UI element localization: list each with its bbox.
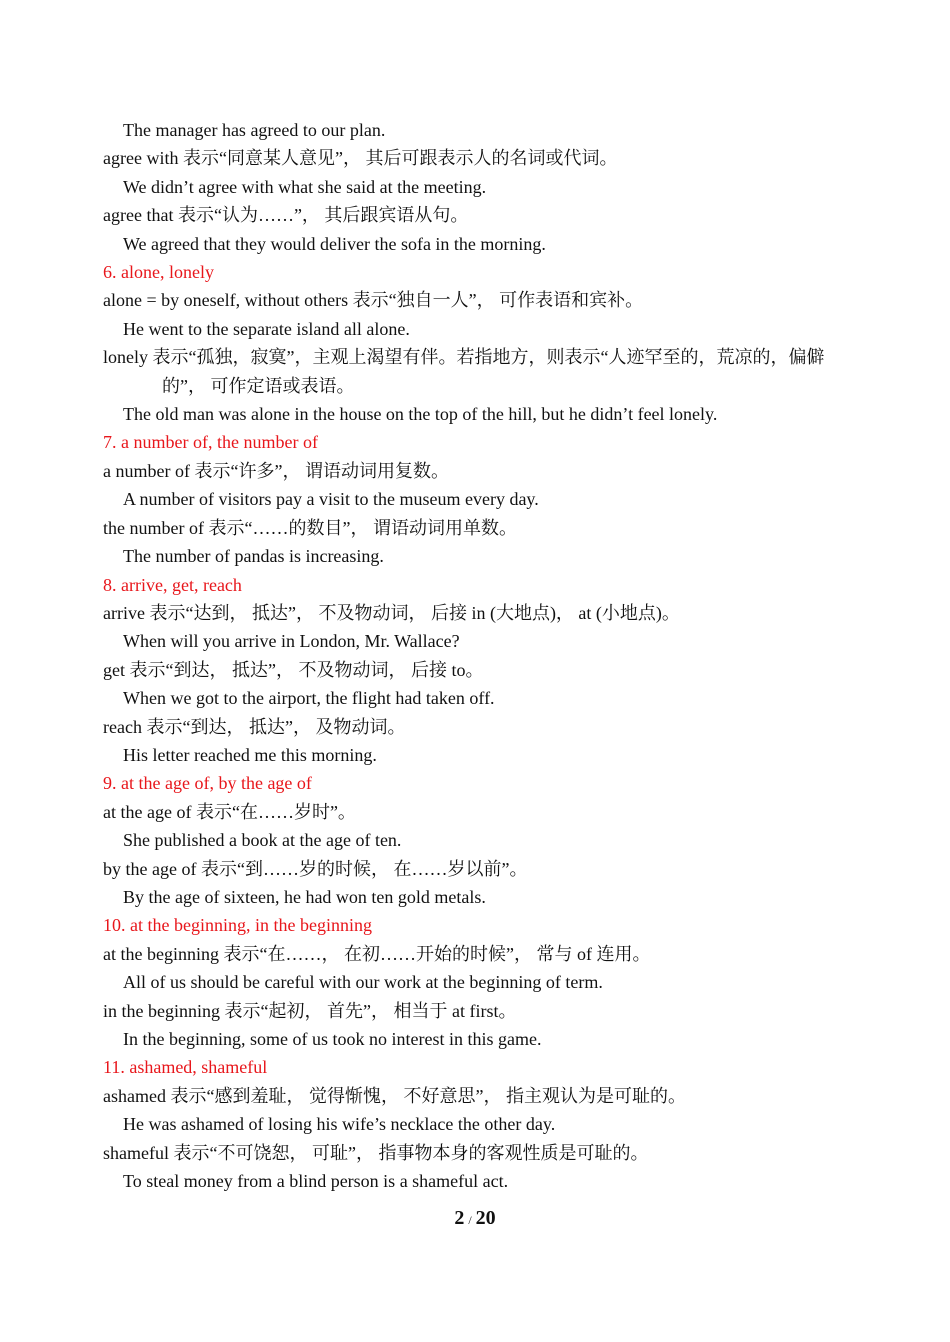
explanation-line: alone = by oneself, without others 表示“独自一人”， 可作表语和宾补。 bbox=[103, 290, 644, 311]
page-number-total: 20 bbox=[475, 1207, 496, 1229]
explanation-line: agree that 表示“认为……”， 其后跟宾语从句。 bbox=[103, 205, 469, 226]
example-sentence: By the age of sixteen, he had won ten gold metals. bbox=[123, 886, 486, 907]
example-sentence: When we got to the airport, the flight had taken off. bbox=[123, 688, 495, 709]
explanation-line: agree with 表示“同意某人意见”， 其后可跟表示人的名词或代词。 bbox=[103, 148, 618, 169]
explanation-line: in the beginning 表示“起初， 首先”， 相当于 at first。 bbox=[103, 1000, 517, 1021]
explanation-line: at the beginning 表示“在……， 在初……开始的时候”， 常与 of 连用。 bbox=[103, 943, 651, 964]
example-sentence: We agreed that they would deliver the sofa in the morning. bbox=[123, 233, 546, 254]
example-sentence: When will you arrive in London, Mr. Wallace? bbox=[123, 631, 460, 652]
section-heading-8: 8. arrive, get, reach bbox=[103, 574, 242, 595]
page-number-current: 2 bbox=[454, 1207, 465, 1229]
example-sentence: The number of pandas is increasing. bbox=[123, 546, 384, 567]
page-content bbox=[103, 116, 863, 1195]
explanation-line: by the age of 表示“到……岁的时候， 在……岁以前”。 bbox=[103, 858, 528, 879]
explanation-line: a number of 表示“许多”， 谓语动词用复数。 bbox=[103, 460, 449, 481]
explanation-line: the number of 表示“……的数目”， 谓语动词用单数。 bbox=[103, 517, 517, 538]
example-sentence: She published a book at the age of ten. bbox=[123, 830, 402, 851]
example-sentence: The manager has agreed to our plan. bbox=[123, 120, 386, 140]
explanation-line: get 表示“到达， 抵达”， 不及物动词， 后接 to。 bbox=[103, 659, 484, 680]
explanation-line: shameful 表示“不可饶恕， 可耻”， 指事物本身的客观性质是可耻的。 bbox=[103, 1142, 649, 1163]
page-number bbox=[0, 1207, 950, 1230]
section-heading-7: 7. a number of, the number of bbox=[103, 432, 318, 453]
explanation-line: at the age of 表示“在……岁时”。 bbox=[103, 801, 356, 822]
example-sentence: All of us should be careful with our work at the beginning of term. bbox=[123, 972, 603, 993]
example-sentence: A number of visitors pay a visit to the museum every day. bbox=[123, 489, 539, 510]
page-number-separator: / bbox=[468, 1213, 472, 1227]
example-sentence: He went to the separate island all alone. bbox=[123, 318, 410, 339]
section-heading-9: 9. at the age of, by the age of bbox=[103, 773, 312, 794]
example-sentence: His letter reached me this morning. bbox=[123, 744, 377, 765]
explanation-line: reach 表示“到达， 抵达”， 及物动词。 bbox=[103, 716, 406, 737]
section-heading-11: 11. ashamed, shameful bbox=[103, 1057, 268, 1078]
example-sentence: The old man was alone in the house on the top of the hill, but he didn’t feel lonely. bbox=[123, 404, 718, 425]
example-sentence: He was ashamed of losing his wife’s necklace the other day. bbox=[123, 1114, 556, 1135]
explanation-line: arrive 表示“达到， 抵达”， 不及物动词， 后接 in (大地点)， at (小地点)。 bbox=[103, 602, 680, 623]
example-sentence: We didn’t agree with what she said at the meeting. bbox=[123, 176, 487, 197]
section-heading-10: 10. at the beginning, in the beginning bbox=[103, 915, 372, 936]
example-sentence: To steal money from a blind person is a shameful act. bbox=[123, 1171, 509, 1192]
explanation-line: ashamed 表示“感到羞耻， 觉得惭愧， 不好意思”， 指主观认为是可耻的。 bbox=[103, 1085, 686, 1106]
explanation-line: lonely 表示“孤独，寂寞”，主观上渴望有伴。若指地方，则表示“人迹罕至的，荒凉的，偏僻的”， 可作定语或表语。 bbox=[103, 347, 825, 396]
example-sentence: In the beginning, some of us took no interest in this game. bbox=[123, 1029, 542, 1049]
section-heading-6: 6. alone, lonely bbox=[103, 262, 214, 283]
